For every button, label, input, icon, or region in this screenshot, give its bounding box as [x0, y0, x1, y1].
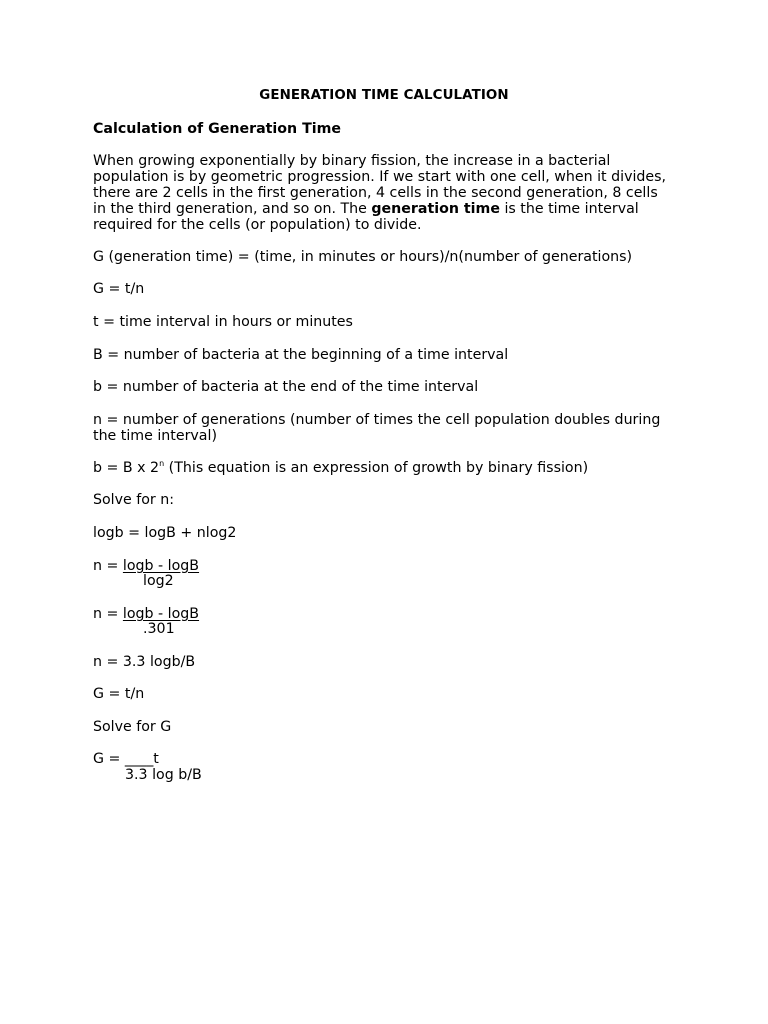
fraction-denominator: 3.3 log b/B	[125, 767, 202, 783]
n-fraction-1	[93, 558, 199, 574]
generation-time-term: generation time	[371, 201, 500, 217]
intro-line: required for the cells (or population) to divide.	[93, 217, 422, 233]
intro-line: there are 2 cells in the first generation, 4 cells in the second generation, 8 cells	[93, 185, 658, 201]
fraction-numerator: ____t	[124, 751, 159, 767]
equation-text: b = B x 2	[93, 460, 160, 476]
fraction-denominator: .301	[143, 621, 175, 637]
B-definition: B = number of bacteria at the beginning of a time interval	[93, 347, 509, 363]
equation-text: (This equation is an expression of growth by binary fission)	[164, 460, 589, 476]
intro-line: When growing exponentially by binary fission, the increase in a bacterial	[93, 153, 611, 169]
t-definition: t = time interval in hours or minutes	[93, 314, 353, 330]
g-equation-2: G = t/n	[93, 686, 145, 702]
solve-for-g: Solve for G	[93, 719, 172, 735]
fraction-prefix: n =	[93, 558, 123, 574]
fraction-denominator: log2	[143, 573, 174, 589]
g-definition: G (generation time) = (time, in minutes or hours)/n(number of generations)	[93, 249, 633, 265]
fraction-numerator: logb - logB	[122, 606, 200, 622]
intro-text: is the time interval	[499, 201, 639, 217]
n-definition-line: n = number of generations (number of times the cell population doubles during	[93, 412, 661, 428]
b-definition: b = number of bacteria at the end of the time interval	[93, 379, 479, 395]
fraction-numerator: logb - logB	[122, 558, 200, 574]
section-heading: Calculation of Generation Time	[93, 121, 342, 137]
n-fraction-2	[93, 606, 199, 622]
fraction-prefix: G =	[93, 751, 125, 767]
binary-fission-equation	[93, 460, 588, 478]
intro-paragraph	[93, 153, 673, 233]
fraction-prefix: n =	[93, 606, 123, 622]
log-equation: logb = logB + nlog2	[93, 525, 237, 541]
n-definition	[93, 412, 660, 444]
intro-line	[93, 201, 673, 217]
n-definition-line: the time interval)	[93, 428, 217, 444]
intro-text: in the third generation, and so on. The	[93, 201, 372, 217]
solve-for-n: Solve for n:	[93, 492, 175, 508]
g-final-fraction	[93, 751, 159, 767]
exponent: n	[159, 459, 165, 468]
g-equation: G = t/n	[93, 281, 145, 297]
intro-line: population is by geometric progression. If we start with one cell, when it divides,	[93, 169, 667, 185]
n-equation-3: n = 3.3 logb/B	[93, 654, 196, 670]
document-title: GENERATION TIME CALCULATION	[259, 88, 509, 103]
